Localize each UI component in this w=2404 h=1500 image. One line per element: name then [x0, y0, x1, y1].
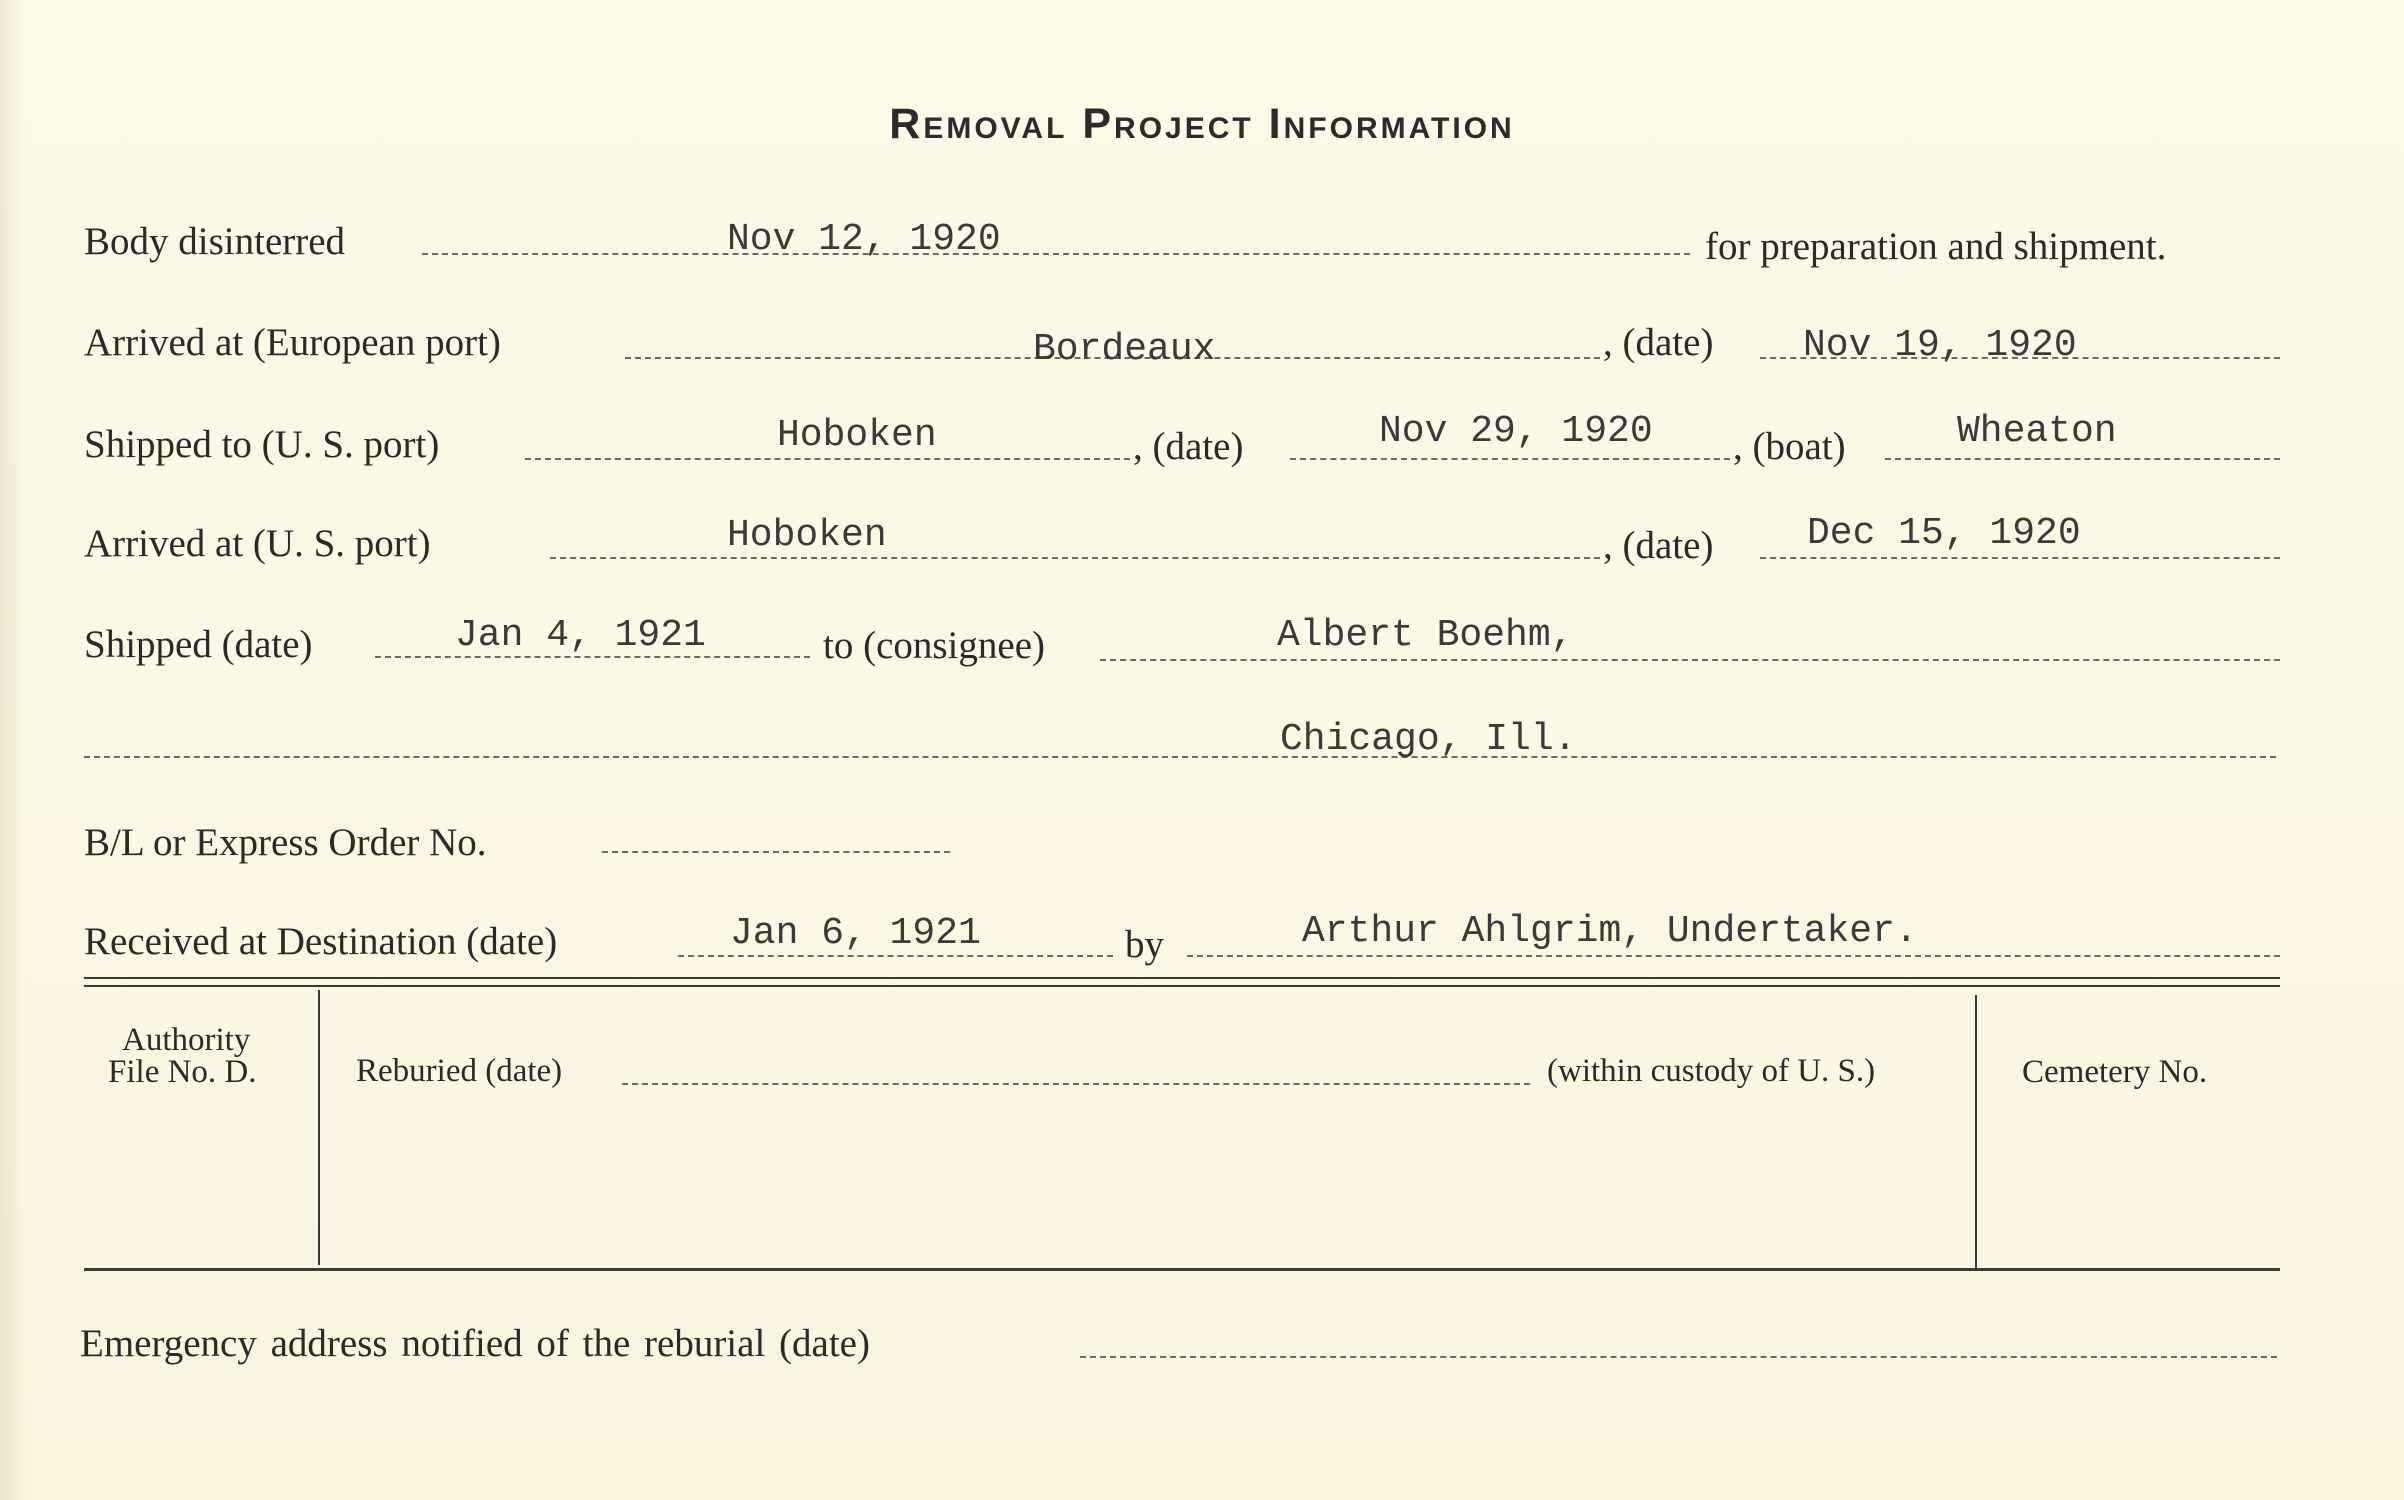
us-arrival-port-label: Arrived at (U. S. port) — [84, 522, 431, 565]
table-right-divider — [1975, 995, 1977, 1270]
european-port-label: Arrived at (European port) — [84, 321, 501, 364]
shipped-date-value: Jan 4, 1921 — [455, 614, 706, 657]
authority-label-line-2: File No. D. — [108, 1054, 257, 1090]
received-by-label: by — [1125, 923, 1164, 966]
european-date-label: , (date) — [1603, 321, 1714, 364]
received-by-value: Arthur Ahlgrim, Undertaker. — [1302, 910, 1918, 953]
disinterred-value: Nov 12, 1920 — [727, 218, 1001, 261]
consignee-value-line-2: Chicago, Ill. — [1280, 718, 1577, 761]
consignee-label: to (consignee) — [823, 624, 1046, 667]
cemetery-label: Cemetery No. — [2022, 1054, 2208, 1090]
us-shipped-port-line — [525, 458, 1130, 460]
us-arrival-date-value: Dec 15, 1920 — [1807, 512, 2081, 555]
disinterred-line — [422, 253, 1690, 255]
table-left-divider — [318, 990, 320, 1265]
emergency-line — [1080, 1356, 2277, 1358]
boat-line — [1885, 458, 2280, 460]
us-shipped-port-value: Hoboken — [777, 414, 937, 457]
received-date-line — [678, 955, 1113, 957]
bl-label: B/L or Express Order No. — [84, 821, 487, 864]
disinterred-label: Body disinterred — [84, 220, 346, 263]
us-shipped-date-value: Nov 29, 1920 — [1379, 410, 1653, 453]
us-shipped-port-label: Shipped to (U. S. port) — [84, 423, 440, 466]
reburied-label: Reburied (date) — [356, 1053, 563, 1089]
us-shipped-date-line — [1290, 458, 1730, 460]
table-top-rule-2 — [84, 985, 2280, 987]
us-arrival-port-value: Hoboken — [727, 514, 887, 557]
shipped-date-label: Shipped (date) — [84, 623, 313, 666]
authority-label-line-1: Authority — [122, 1022, 251, 1058]
consignee-line-2 — [84, 756, 2276, 758]
us-shipped-date-label: , (date) — [1133, 425, 1244, 468]
received-date-label: Received at Destination (date) — [84, 920, 558, 963]
consignee-line — [1100, 659, 2280, 661]
card-title: Removal Project Information — [889, 100, 1515, 148]
boat-label: , (boat) — [1733, 425, 1846, 468]
emergency-label: Emergency address notified of the reburial (date) — [80, 1322, 870, 1365]
table-top-rule — [84, 977, 2280, 979]
consignee-value: Albert Boehm, — [1277, 614, 1574, 657]
boat-value: Wheaton — [1957, 410, 2117, 453]
us-arrival-port-line — [550, 557, 1600, 559]
received-by-line — [1187, 955, 2280, 957]
european-port-value: Bordeaux — [1033, 328, 1216, 371]
table-bottom-rule — [84, 1268, 2280, 1271]
received-date-value: Jan 6, 1921 — [730, 912, 981, 955]
custody-label: (within custody of U. S.) — [1547, 1053, 1876, 1089]
disinterred-suffix: for preparation and shipment. — [1705, 225, 2167, 268]
reburied-line — [622, 1083, 1530, 1085]
european-date-value: Nov 19, 1920 — [1803, 324, 2077, 367]
us-arrival-date-label: , (date) — [1603, 524, 1714, 567]
us-arrival-date-line — [1760, 557, 2280, 559]
bl-line — [602, 851, 950, 853]
